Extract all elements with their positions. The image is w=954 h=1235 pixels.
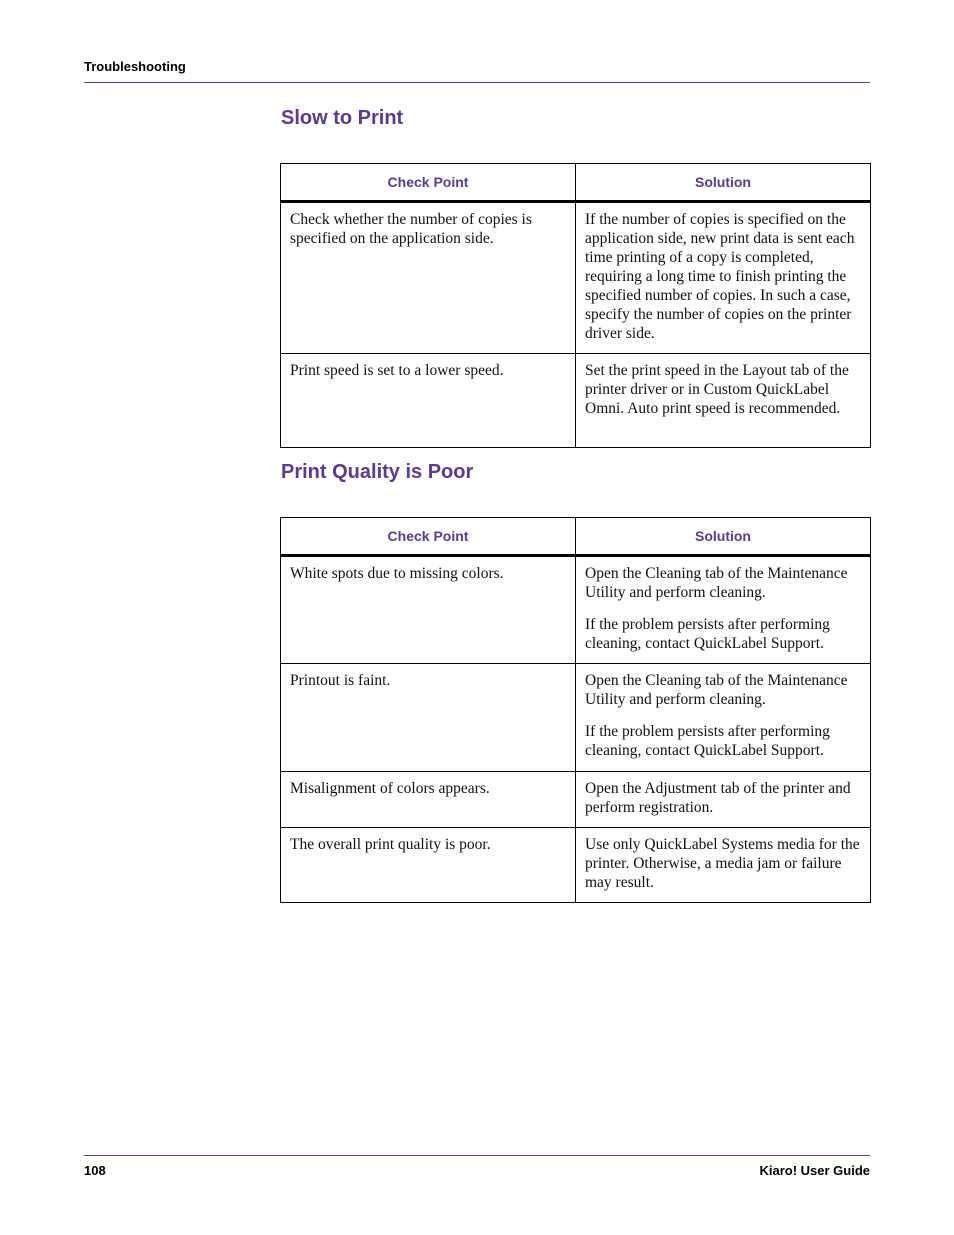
solution-cell [576,202,871,354]
check-point-cell: White spots due to missing colors. [281,556,576,664]
check-point-cell: Misalignment of colors appears. [281,772,576,828]
footer-rule [84,1155,870,1156]
table-row [281,664,871,772]
table-row [281,772,871,828]
solution-text: Open the Cleaning tab of the Maintenance Utility and perform cleaning. [585,565,848,601]
table-row [281,354,871,448]
solution-text: Set the print speed in the Layout tab of the printer driver or in Custom QuickLabel Omni. Auto print speed is recommended. [585,362,849,417]
running-header [84,58,870,76]
table-header-row [281,518,871,556]
solution-text: Use only QuickLabel Systems media for the printer. Otherwise, a media jam or failure may result. [585,836,860,891]
header-rule [84,82,870,83]
column-header-solution: Solution [576,518,871,556]
column-header-check-point: Check Point [281,518,576,556]
table-row [281,556,871,664]
header-section-label: Troubleshooting [84,59,186,74]
solution-cell [576,664,871,772]
solution-cell [576,828,871,903]
solution-cell [576,354,871,448]
page-number: 108 [84,1163,106,1178]
slow-to-print-table [280,163,871,448]
table-row [281,202,871,354]
solution-cell [576,556,871,664]
solution-cell [576,772,871,828]
guide-title: Kiaro! User Guide [759,1163,870,1178]
column-header-solution: Solution [576,164,871,202]
column-header-check-point: Check Point [281,164,576,202]
section-title-print-quality: Print Quality is Poor [281,461,474,483]
table-header-row [281,164,871,202]
check-point-cell: The overall print quality is poor. [281,828,576,903]
check-point-cell: Print speed is set to a lower speed. [281,354,576,448]
solution-text: If the problem persists after performing cleaning, contact QuickLabel Support. [585,723,830,759]
print-quality-table [280,517,871,903]
section-title-slow-to-print: Slow to Print [281,107,404,129]
solution-text: If the problem persists after performing cleaning, contact QuickLabel Support. [585,616,830,652]
check-point-cell: Printout is faint. [281,664,576,772]
table-row [281,828,871,903]
solution-text: Open the Adjustment tab of the printer and perform registration. [585,780,851,816]
solution-text: If the number of copies is specified on the application side, new print data is sent each time printing of a copy is completed, requiring a long time to finish printing the specified number of copies. In such a case, specify the number of copies on the printer driver side. [585,211,855,342]
solution-text: Open the Cleaning tab of the Maintenance Utility and perform cleaning. [585,672,848,708]
check-point-cell: Check whether the number of copies is specified on the application side. [281,202,576,354]
